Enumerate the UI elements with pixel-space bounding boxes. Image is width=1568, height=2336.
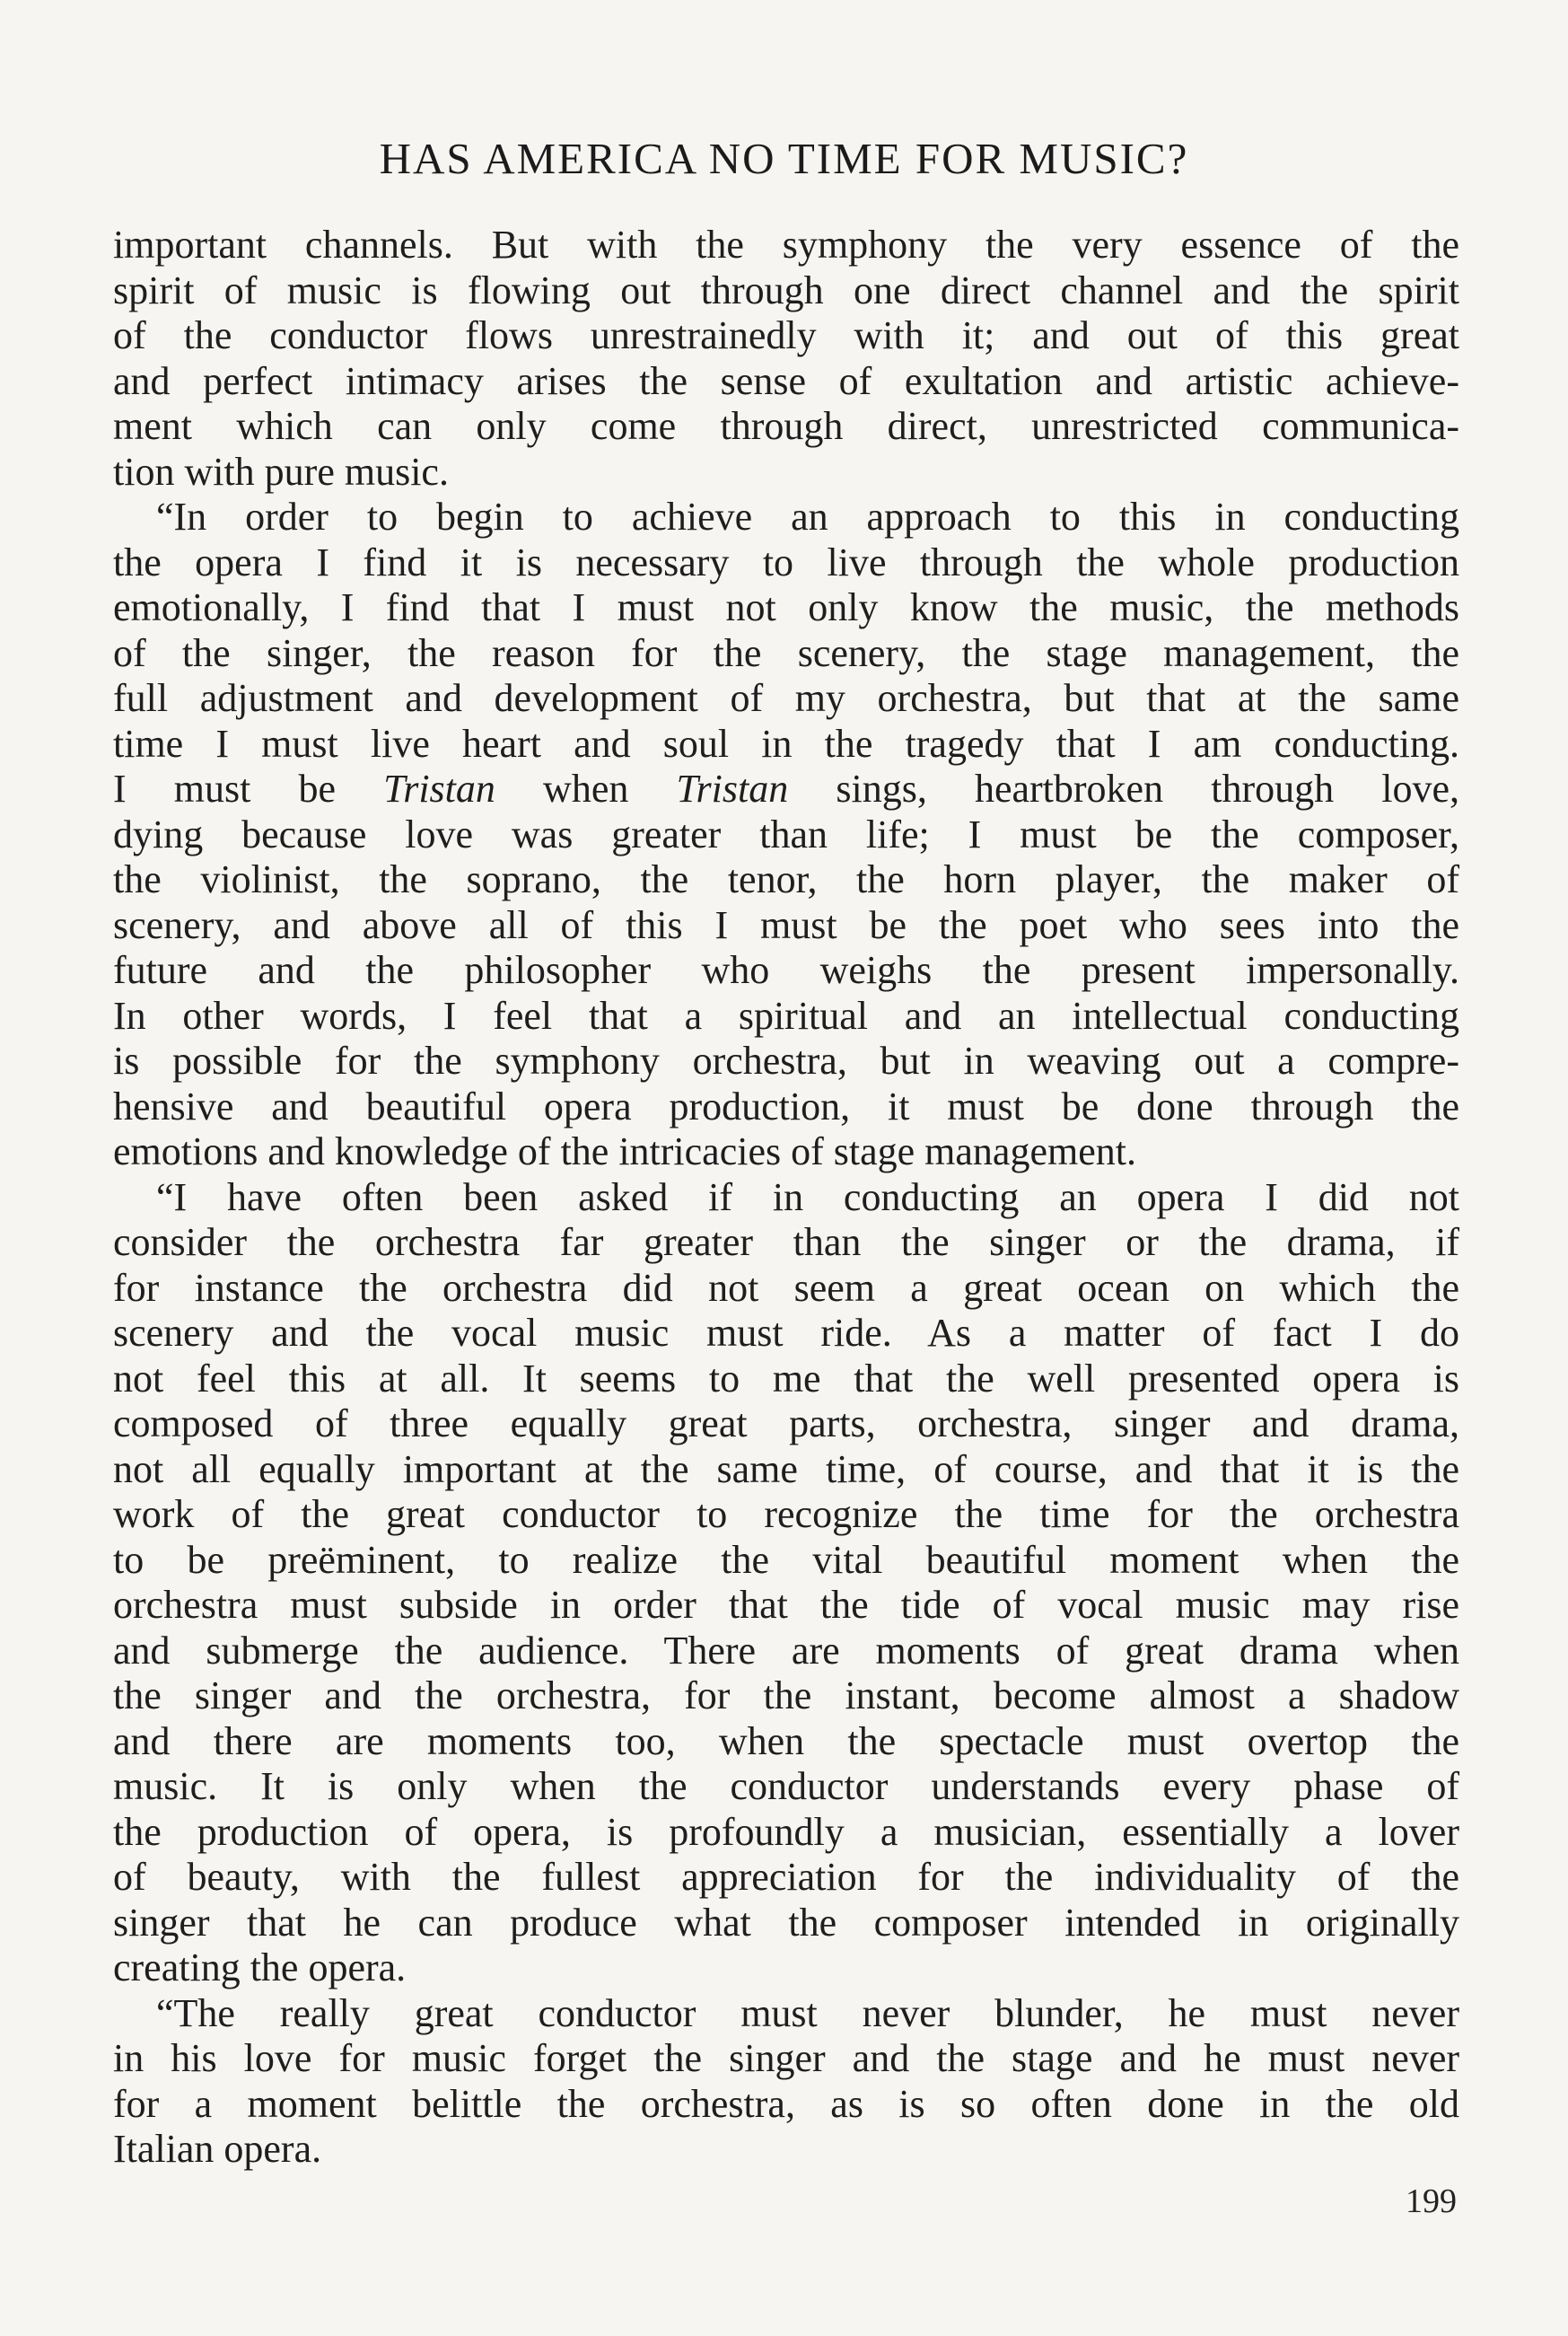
text-line-with-italics: I must be Tristan when Tristan sings, heartbroken through love, xyxy=(113,767,1459,811)
text-line: work of the great conductor to recognize the time for the orchestra xyxy=(113,1492,1459,1536)
paragraph-4 xyxy=(113,1991,1459,2173)
text-line: dying because love was greater than life; I must be the composer, xyxy=(113,812,1459,856)
text-line: “In order to begin to achieve an approach to this in conducting xyxy=(156,495,1459,539)
text-line: In other words, I feel that a spiritual and an intellectual conducting xyxy=(113,993,1459,1038)
text-line: hensive and beautiful opera production, it must be done through the xyxy=(113,1084,1459,1128)
text-line: music. It is only when the conductor understands every phase of xyxy=(113,1764,1459,1808)
text-line: the singer and the orchestra, for the instant, become almost a shadow xyxy=(113,1673,1459,1717)
text-line: for a moment belittle the orchestra, as is so often done in the old xyxy=(113,2081,1459,2126)
text-line: and submerge the audience. There are moments of great drama when xyxy=(113,1628,1459,1673)
text-line: of the singer, the reason for the scenery, the stage management, the xyxy=(113,630,1459,675)
text-line: “The really great conductor must never blunder, he must never xyxy=(156,1990,1459,2035)
text-line: consider the orchestra far greater than the singer or the drama, if xyxy=(113,1220,1459,1264)
text-line: and perfect intimacy arises the sense of exultation and artistic achieve- xyxy=(113,358,1459,403)
text-line: of the conductor flows unrestrainedly with it; and out of this great xyxy=(113,313,1459,357)
text-line: not feel this at all. It seems to me that the well presented opera is xyxy=(113,1356,1459,1401)
text-line: to be preëminent, to realize the vital beautiful moment when the xyxy=(113,1537,1459,1582)
text-line: “I have often been asked if in conducting an opera I did not xyxy=(156,1174,1459,1219)
text-line: singer that he can produce what the composer intended in originally xyxy=(113,1900,1459,1945)
text-line: scenery, and above all of this I must be the poet who sees into the xyxy=(113,902,1459,947)
text-line: ment which can only come through direct, unrestricted communica- xyxy=(113,404,1459,448)
text-line: creating the opera. xyxy=(113,1945,407,1989)
text-line: and there are moments too, when the spectacle must overtop the xyxy=(113,1718,1459,1763)
text-line: time I must live heart and soul in the tragedy that I am conducting. xyxy=(113,721,1459,766)
text-line: for instance the orchestra did not seem a great ocean on which the xyxy=(113,1265,1459,1310)
text-line: the violinist, the soprano, the tenor, the horn player, the maker of xyxy=(113,857,1459,901)
running-head-title: HAS AMERICA NO TIME FOR MUSIC? xyxy=(379,134,1189,183)
text-line: emotions and knowledge of the intricacies of stage management. xyxy=(113,1129,1136,1173)
page-number: 199 xyxy=(1406,2182,1457,2220)
text-line: future and the philosopher who weighs the present impersonally. xyxy=(113,948,1459,992)
text-line: not all equally important at the same time, of course, and that it is the xyxy=(113,1446,1459,1491)
text-line: Italian opera. xyxy=(113,2127,322,2171)
text-line: the opera I find it is necessary to live through the whole production xyxy=(113,540,1459,584)
text-line: emotionally, I find that I must not only know the music, the methods xyxy=(113,585,1459,629)
text-line: important channels. But with the symphony the very essence of the xyxy=(113,223,1459,267)
body-text xyxy=(113,223,1459,2173)
text-line: full adjustment and development of my orchestra, but that at the same xyxy=(113,676,1459,720)
text-line: tion with pure music. xyxy=(113,449,449,494)
text-line: the production of opera, is profoundly a musician, essentially a lover xyxy=(113,1809,1459,1854)
text-line: composed of three equally great parts, orchestra, singer and drama, xyxy=(113,1401,1459,1445)
text-line: is possible for the symphony orchestra, but in weaving out a compre- xyxy=(113,1039,1459,1083)
paragraph-3 xyxy=(113,1175,1459,1991)
text-line: spirit of music is flowing out through one direct channel and the spirit xyxy=(113,268,1459,312)
paragraph-1 xyxy=(113,223,1459,495)
text-line: scenery and the vocal music must ride. As a matter of fact I do xyxy=(113,1311,1459,1355)
text-line: in his love for music forget the singer and the stage and he must never xyxy=(113,2036,1459,2080)
text-line: of beauty, with the fullest appreciation for the individuality of the xyxy=(113,1855,1459,1899)
paragraph-2 xyxy=(113,495,1459,1175)
text-line: orchestra must subside in order that the tide of vocal music may rise xyxy=(113,1583,1459,1627)
